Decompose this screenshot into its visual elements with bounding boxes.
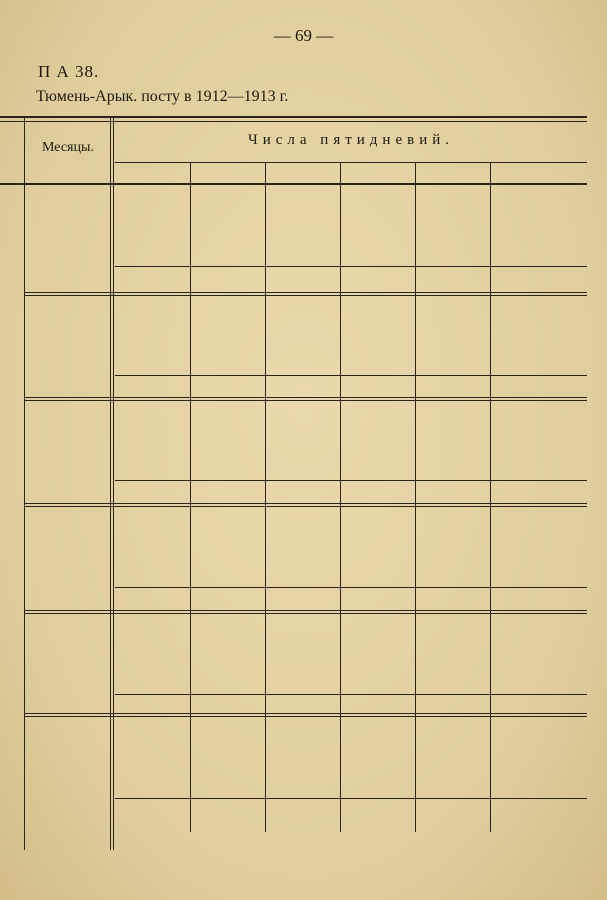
block-rule	[24, 503, 587, 504]
totals-rule	[115, 798, 587, 799]
totals-rule	[115, 375, 587, 376]
block-rule	[24, 610, 587, 611]
totals-rule	[115, 587, 587, 588]
block-rule-2	[24, 613, 587, 614]
totals-rule	[115, 694, 587, 695]
page-number: — 69 —	[273, 26, 334, 45]
totals-rule	[115, 266, 587, 267]
left-rule	[24, 118, 25, 850]
months-column-rule-2	[113, 118, 114, 850]
columns-header: Числа пятидневий.	[247, 132, 455, 148]
totals-rule	[115, 480, 587, 481]
months-column-rule	[110, 118, 111, 850]
block-rule	[24, 713, 587, 714]
column-rule	[190, 162, 191, 832]
months-header: Месяцы.	[42, 140, 94, 155]
column-rule	[340, 162, 341, 832]
subheader-rule	[115, 162, 587, 163]
table-subtitle: Тюмень-Арык. посту в 1912—1913 г.	[36, 88, 289, 105]
block-rule	[24, 292, 587, 293]
column-rule	[265, 162, 266, 832]
header-bottom-rule	[0, 183, 587, 185]
block-rule-2	[24, 506, 587, 507]
column-rule	[415, 162, 416, 832]
block-rule	[24, 397, 587, 398]
table-label: П А 38.	[38, 62, 100, 81]
block-rule-2	[24, 716, 587, 717]
top-rule-thin	[0, 121, 587, 122]
block-rule-2	[24, 295, 587, 296]
block-rule-2	[24, 400, 587, 401]
top-rule	[0, 116, 587, 118]
column-rule	[490, 162, 491, 832]
